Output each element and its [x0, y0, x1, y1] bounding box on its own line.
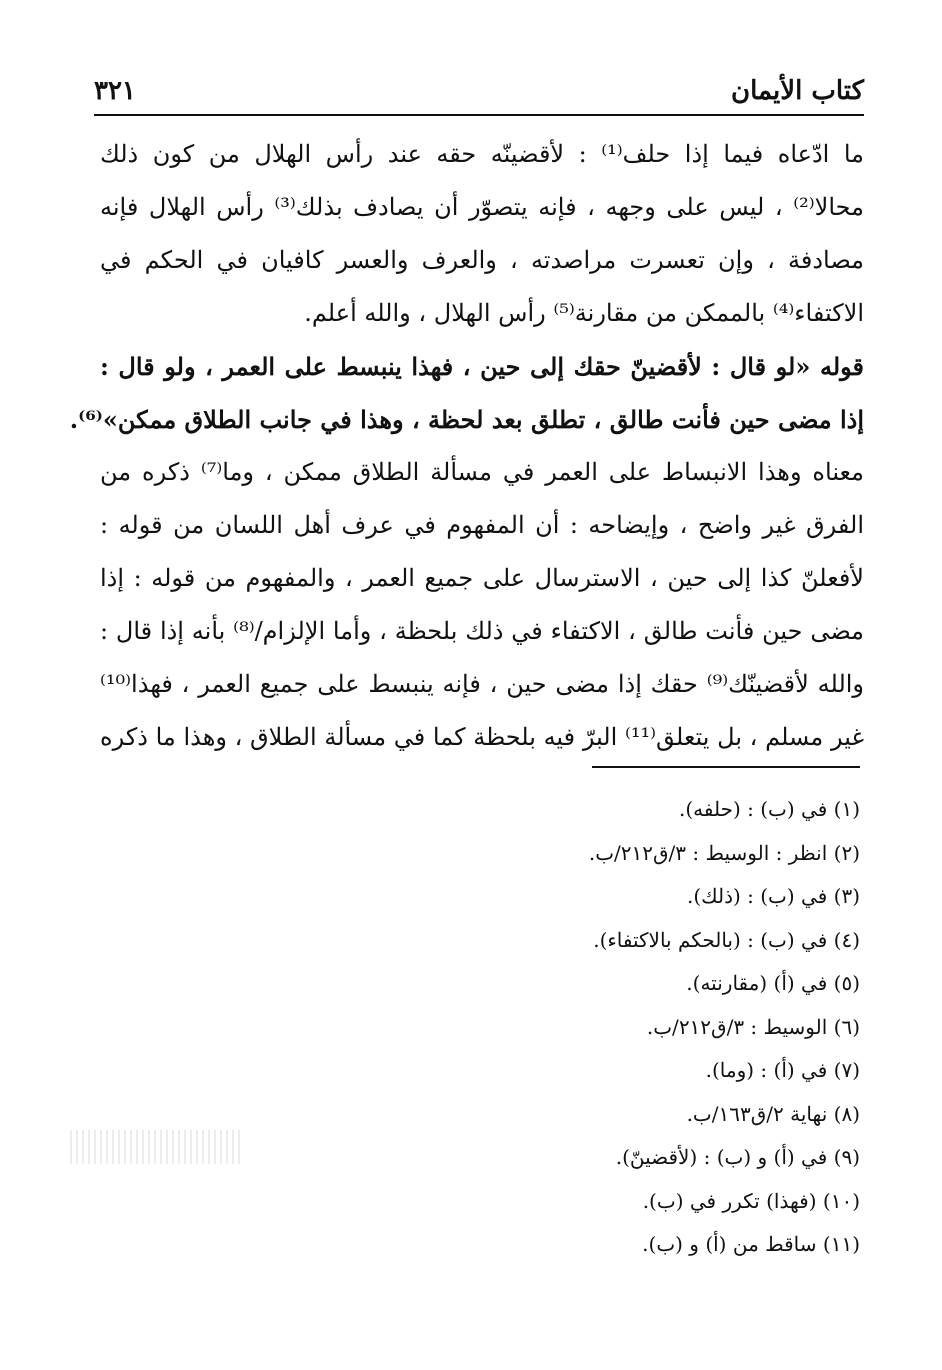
scan-noise: [70, 1130, 240, 1164]
footnote: (١١) ساقط من (أ) و (ب).: [642, 1232, 860, 1256]
footnote: (٩) في (أ) و (ب) : (لأقضينّ).: [615, 1145, 860, 1169]
footnote-separator: [592, 766, 860, 768]
footnote: (٦) الوسيط : ٣/ق٢١٢/ب.: [646, 1014, 860, 1039]
quoted-text-line: قوله «لو قال : لأقضينّ حقك إلى حين ، فهذا ينبسط على العمر ، ولو قال :: [100, 352, 864, 381]
footnote: (١) في (ب) : (حلفه).: [679, 797, 860, 821]
text-line: محالا⁽²⁾ ، ليس على وجهه ، فإنه يتصوّر أن يصادف بذلك⁽³⁾ رأس الهلال فإنه: [100, 193, 865, 221]
text-line: مصادفة ، وإن تعسرت مراصدته ، والعرف والعسر كافيان في الحكم في: [100, 246, 864, 274]
footnote: (٤) في (ب) : (بالحكم بالاكتفاء).: [593, 927, 860, 952]
text-line: لأفعلنّ كذا إلى حين ، الاسترسال على جميع العمر ، والمفهوم من قوله : إذا: [100, 564, 864, 592]
footnote: (٥) في (أ) (مقارنته).: [686, 971, 860, 995]
text-line: ما ادّعاه فيما إذا حلف⁽¹⁾ : لأقضينّه حقه عند رأس الهلال من كون ذلك: [100, 140, 864, 168]
text-line: معناه وهذا الانبساط على العمر في مسألة الطلاق ممكن ، وما⁽⁷⁾ ذكره من: [100, 458, 864, 486]
footnote: (١٠) (فهذا) تكرر في (ب).: [642, 1188, 860, 1213]
text-line: الفرق غير واضح ، وإيضاحه : أن المفهوم في عرف أهل اللسان من قوله :: [100, 511, 864, 539]
page-header: [94, 70, 864, 116]
footnotes: [300, 788, 860, 1267]
running-title: كتاب الأيمان: [730, 76, 864, 106]
text-line: غير مسلم ، بل يتعلق⁽¹¹⁾ البرّ فيه بلحظة كما في مسألة الطلاق ، وهذا ما ذكره: [100, 723, 864, 751]
quoted-text-line: إذا مضى حين فأنت طالق ، تطلق بعد لحظة ، وهذا في جانب الطلاق ممكن»⁽⁶⁾.: [69, 405, 864, 434]
footnote: (٧) في (أ) : (وما).: [705, 1058, 860, 1082]
footnote: (٣) في (ب) : (ذلك).: [686, 884, 860, 908]
footnote: (٨) نهاية ٢/ق١٦٣/ب.: [686, 1101, 860, 1126]
footnote: (٢) انظر : الوسيط : ٣/ق٢١٢/ب.: [588, 840, 860, 865]
text-line: الاكتفاء⁽⁴⁾ بالممكن من مقارنة⁽⁵⁾ رأس الهلال ، والله أعلم.: [304, 299, 864, 327]
page-number: ٣٢١: [94, 76, 136, 106]
main-text: [69, 128, 865, 764]
text-line: والله لأقضينّك⁽⁹⁾ حقك إذا مضى حين ، فإنه ينبسط على جميع العمر ، فهذا⁽¹⁰⁾: [100, 670, 865, 698]
text-line: مضى حين فأنت طالق ، الاكتفاء في ذلك بلحظة ، وأما الإلزام/⁽⁸⁾ بأنه إذا قال :: [100, 617, 865, 645]
